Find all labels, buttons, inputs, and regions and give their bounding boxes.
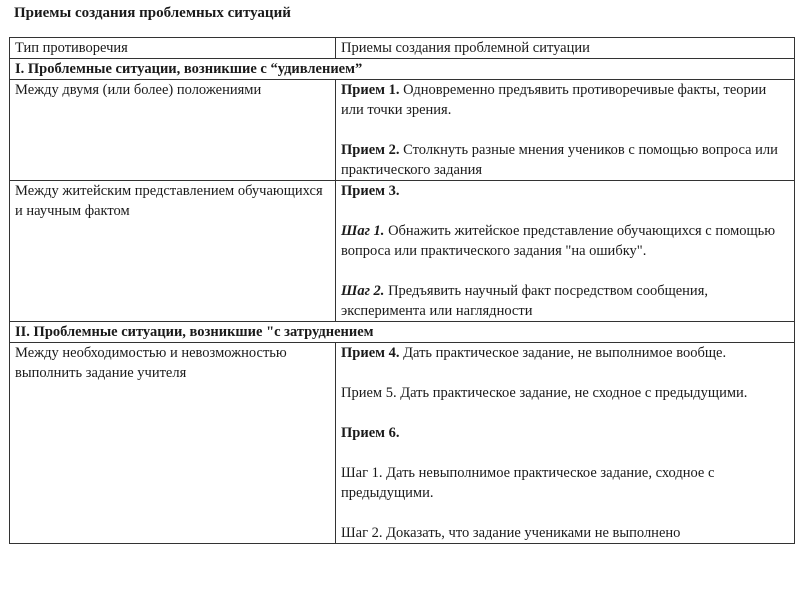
method-lead: Прием 2. — [341, 142, 400, 158]
methods-cell — [336, 80, 795, 181]
header-contradiction-type: Тип противоречия — [10, 38, 336, 59]
method-text: Столкнуть разные мнения учеников с помощью вопроса или практического задания — [341, 142, 778, 178]
section-row-difficulty — [10, 322, 795, 343]
contradiction-type-cell: Между двумя (или более) положениями — [10, 80, 336, 181]
methods-cell — [336, 343, 795, 544]
method-paragraph — [341, 181, 788, 201]
table-row — [10, 80, 795, 181]
section-label-difficulty: II. Проблемные ситуации, возникшие "с затруднением — [10, 322, 795, 343]
method-lead: Прием 3. — [341, 183, 400, 199]
header-creation-methods: Приемы создания проблемной ситуации — [336, 38, 795, 59]
step-paragraph — [341, 463, 788, 503]
contradiction-type-cell: Между житейским представлением обучающихся и научным фактом — [10, 181, 336, 322]
table-row — [10, 181, 795, 322]
step-text: Предъявить научный факт посредством сообщения, эксперимента или наглядности — [341, 283, 708, 319]
section-label-surprise: I. Проблемные ситуации, возникшие с “удивлением” — [10, 59, 795, 80]
document-title: Приемы создания проблемных ситуаций — [14, 5, 291, 21]
method-text: Дать практическое задание, не выполнимое вообще. — [399, 345, 727, 361]
table-header-row — [10, 38, 795, 59]
section-row-surprise — [10, 59, 795, 80]
step-paragraph — [341, 281, 788, 321]
step-lead: Шаг 2. — [341, 283, 385, 299]
step-lead: Шаг 1. — [341, 223, 385, 239]
table-row — [10, 343, 795, 544]
methods-cell — [336, 181, 795, 322]
contradiction-type-cell: Между необходимостью и невозможностью выполнить задание учителя — [10, 343, 336, 544]
method-paragraph — [341, 423, 788, 443]
problem-situations-table — [9, 37, 795, 544]
method-lead: Прием 1. — [341, 82, 400, 98]
step-paragraph — [341, 221, 788, 261]
method-lead: Прием 6. — [341, 425, 400, 441]
method-paragraph — [341, 80, 788, 120]
method-lead: Прием 4. — [341, 345, 400, 361]
method-text: Одновременно предъявить противоречивые факты, теории или точки зрения. — [341, 82, 767, 118]
step-text: Шаг 1. Дать невыполнимое практическое задание, сходное с предыдущими. — [341, 465, 715, 501]
method-paragraph — [341, 343, 788, 363]
step-text: Обнажить житейское представление обучающихся с помощью вопроса или практического задания "на ошибку". — [341, 223, 776, 259]
step-paragraph — [341, 523, 788, 543]
method-text: Прием 5. Дать практическое задание, не сходное с предыдущими. — [341, 385, 748, 401]
step-text: Шаг 2. Доказать, что задание учениками не выполнено — [341, 525, 681, 541]
method-paragraph — [341, 140, 788, 180]
method-paragraph — [341, 383, 788, 403]
